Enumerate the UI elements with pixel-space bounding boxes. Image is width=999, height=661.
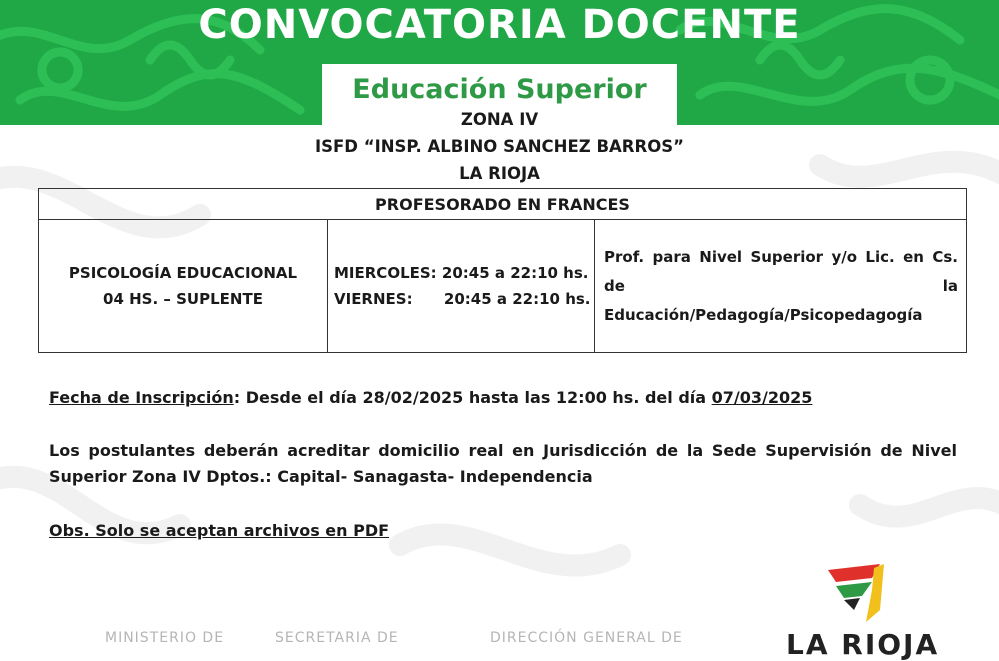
zone-heading: ZONA IV <box>460 110 539 129</box>
subject-cell <box>39 220 328 353</box>
schedule-cell <box>328 220 595 353</box>
position-table <box>38 188 967 353</box>
pdf-note: Obs. Solo se aceptan archivos en PDF <box>49 521 390 540</box>
city-heading: LA RIOJA <box>459 164 540 183</box>
career-name: PROFESORADO EN FRANCES <box>39 189 967 220</box>
table-row <box>39 220 967 353</box>
registration-label: Fecha de Inscripción <box>49 388 234 407</box>
subject-hours: 04 HS. – SUPLENTE <box>103 290 263 308</box>
table-header-row <box>39 189 967 220</box>
institution-heading: ISFD “INSP. ALBINO SANCHEZ BARROS” <box>315 137 684 156</box>
note-paragraph <box>49 518 957 544</box>
subject-name: PSICOLOGÍA EDUCACIONAL <box>68 264 298 282</box>
logo-text: LA RIOJA <box>786 628 940 661</box>
residence-paragraph: Los postulantes deberán acreditar domicilio real en Jurisdicción de la Sede Supervisión de Nivel Superior Zona IV Dptos.: Capital- Sanagasta- Independencia <box>49 441 957 486</box>
registration-paragraph <box>49 385 957 411</box>
schedule-wednesday: MIERCOLES: 20:45 a 22:10 hs. <box>334 264 589 282</box>
footer-direction: DIRECCIÓN GENERAL DE <box>490 630 683 646</box>
registration-end-date: 07/03/2025 <box>711 388 813 407</box>
profile-cell <box>595 220 967 353</box>
banner-title: CONVOCATORIA DOCENTE <box>198 2 801 48</box>
subtitle: Educación Superior <box>352 74 647 105</box>
footer-secretary: SECRETARIA DE <box>275 630 399 646</box>
footer-ministry: MINISTERIO DE <box>105 630 225 646</box>
registration-text: : Desde el día 28/02/2025 hasta las 12:00 hs. del día <box>233 388 712 407</box>
la-rioja-logo-icon <box>822 560 892 624</box>
schedule-friday: VIERNES: 20:45 a 22:10 hs. <box>334 290 591 308</box>
profile-text: Prof. para Nivel Superior y/o Lic. en Cs. de la Educación/Pedagogía/Psicopedagogía <box>604 247 958 324</box>
